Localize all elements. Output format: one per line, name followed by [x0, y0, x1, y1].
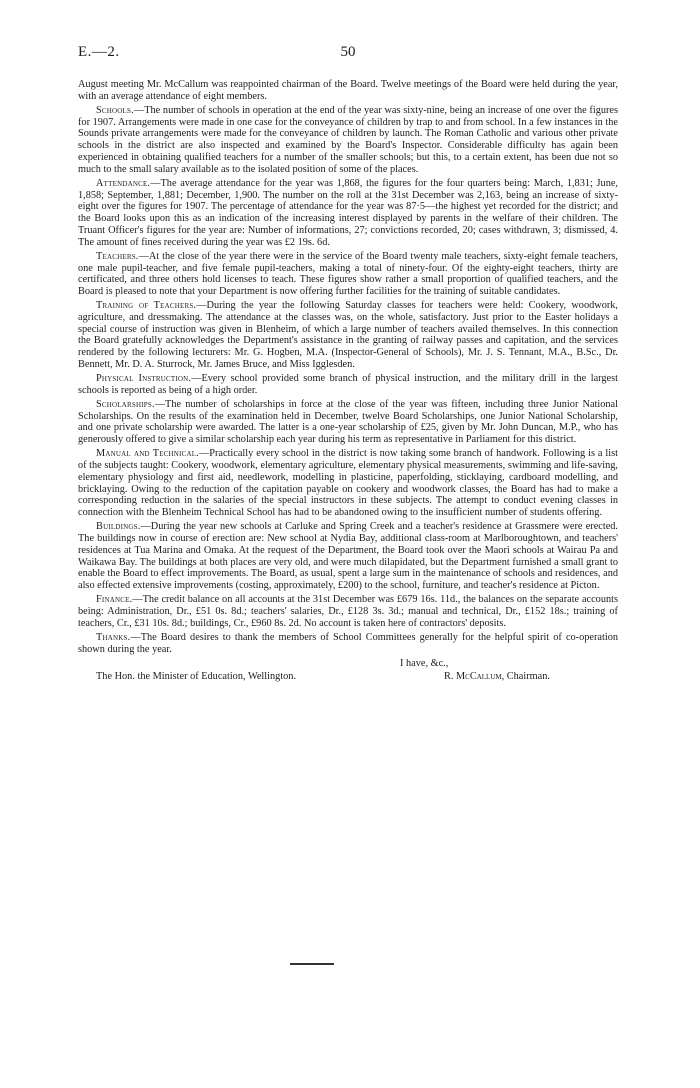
paragraph-heading: Schools. — [96, 104, 134, 116]
paragraph-text: —Every school provided some branch of physical instruction, and the military drill in the largest schools is reported as being of a high order. — [78, 373, 618, 396]
paragraph-text: —Practically every school in the district is now taking some branch of handwork. Following is a list of the subjects taught: Cookery, woodwork, elementary agriculture, elementary physical measurements, swimming and life-saving, elementary physiology and first aid, needlework, modelling in plasticine, paperfolding, sticklaying, cardboard modelling, and bricklaying. Owing to the reduction of the capitation payable on cookery and woodwork classes, the Board has had to make a corresponding reduction in the salaries of the special instructors in these subjects. The attempt to conduct evening classes in connection with the Blenheim Technical School has had to be abandoned owing to the insufficient number of students offering. — [78, 448, 619, 519]
document-reference: E.—2. — [78, 44, 120, 60]
paragraph-text: —During the year new schools at Carluke and Spring Creek and a teacher's residence at Grassmere were erected. The buildings now in course of erection are: New school at Nydia Bay, additional class-room at Marlboroughtown, and teachers' residences at Tua Marina and Omaka. At the request of the Department, the Board took over the Maori schools at Wairau Pa and Waikawa Bay. The buildings at both places are very old, and were much dilapidated, but the Department furnished a small grant to enable the Board to effect improvements. The Board, as usual, spent a large sum in the maintenance of schools and residences, and also effected extensive improvements (costing, approximately, £200) to the school, furniture, and teacher's residence at Picton. — [78, 521, 618, 592]
signatory-name: McCallum — [456, 670, 502, 682]
paragraph-training-of-teachers — [78, 300, 618, 371]
paragraph-text: —During the year the following Saturday classes for teachers were held: Cookery, woodwork, agriculture, and dressmaking. The attendance at the classes was, on the whole, satisfactory. Just prior to the Easter holidays a special course of instruction was given in Blenheim, of which a large number of teachers availed themselves. In this connection the Board gratefully acknowledges the Department's assistance in the granting of railway passes and capitation, and the services rendered by the following lecturers: Mr. G. Hogben, M.A. (Inspector-General of Schools), Mr. J. S. Tennant, M.A., B.Sc., Dr. Bennett, Mr. D. A. Sturrock, Mr. James Bruce, and Miss Igglesden. — [78, 300, 618, 371]
closing-rule — [290, 963, 334, 965]
paragraph-physical-instruction — [78, 373, 618, 397]
paragraph-heading: Finance. — [96, 594, 133, 606]
paragraph-board-meetings — [78, 79, 618, 103]
paragraph-schools — [78, 105, 618, 176]
paragraph-text: —The number of scholarships in force at the close of the year was fifteen, including three Junior National Scholarships. On the results of the examination held in December, twelve Board Scholarships, one Junior National Scholarship, and one private scholarship were awarded. The latter is a one-year scholarship of £25, given by Mr. John Duncan, M.P., who has generously offered to give a similar scholarship each year during his term as representative in Parliament for this district. — [78, 398, 618, 446]
paragraph-text: —The Board desires to thank the members of School Committees generally for the helpful spirit of co-operation shown during the year. — [78, 631, 618, 655]
paragraph-text: —At the close of the year there were in the service of the Board twenty male teachers, sixty-eight female teachers, one male pupil-teacher, and five female pupil-teachers, making a total of ninety-four. Of the eighty-eight teachers, thirty are certificated, and three others hold licenses to teach. These figures show rather a small proportion of qualified teachers, and the Board is pleased to note that your Department is now offering further facilities for the training of suitable candidates. — [78, 250, 618, 298]
paragraph-manual-and-technical — [78, 448, 618, 519]
signatory-initial: R. — [444, 670, 457, 682]
paragraph-heading: Training of Teachers. — [96, 300, 197, 312]
addressee: The Hon. the Minister of Education, Wellington. — [96, 670, 297, 682]
paragraph-heading: Physical Instruction. — [96, 373, 192, 385]
paragraph-text: —The number of schools in operation at the end of the year was sixty-nine, being an increase of one over the figures for 1907. Arrangements were made in one case for the conveyance of children by trap to and from school. In a few instances in the Sounds private arrangements were made for the conveyance of children by launch. The Roman Catholic and various other private schools in the district are also inspected and examined by the Board's Inspector. Considerable difficulty has again been experienced in obtaining qualified teachers for a number of the smaller schools; but this, to a certain extent, has been due not so much to the small salary available as to the isolated position of some of the places. — [78, 104, 618, 175]
report-body — [78, 79, 618, 688]
paragraph-heading: Scholarships. — [96, 398, 155, 410]
paragraph-heading: Attendance. — [96, 177, 151, 189]
paragraph-text: —The credit balance on all accounts at the 31st December was £679 16s. 11d., the balances on the separate accounts being: Administration, Dr., £51 0s. 8d.; teachers' salaries, Dr., £128 3s. 3d.; manual and technical, Dr., £152 18s.; training of teachers, Cr., £31 10s. 8d.; buildings, Cr., £960 8s. 2d. No account is taken here of contractors' deposits. — [78, 594, 618, 629]
letter-signoff — [78, 658, 618, 688]
paragraph-scholarships — [78, 399, 618, 446]
paragraph-buildings — [78, 521, 618, 592]
page-header — [78, 44, 618, 64]
paragraph-finance — [78, 594, 618, 629]
paragraph-heading: Teachers. — [96, 250, 139, 262]
signature-line — [444, 671, 550, 683]
paragraph-teachers — [78, 251, 618, 298]
closing-salutation: I have, &c., — [400, 657, 449, 669]
paragraph-thanks — [78, 632, 618, 656]
paragraph-text: —The average attendance for the year was 1,868, the figures for the four quarters being: March, 1,831; June, 1,858; September, 1,881; December, 1,900. The number on the roll at the 31st December was 2,163, being an increase of sixty-eight over the figures for 1907. The percentage of attendance for the year was 87·5—the highest yet recorded for the district; and the Board looks upon this as an indication of the increasing interest displayed by parents in the welfare of their children. The Truant Officer's figures for the year are: Number of informations, 27; convictions recorded, 20; cases withdrawn, 3; dismissed, 4. The amount of fines received during the year was £2 19s. 6d. — [78, 177, 618, 248]
paragraph-heading: Buildings. — [96, 521, 141, 533]
signatory-title: , Chairman. — [501, 670, 550, 682]
paragraph-heading: Thanks. — [96, 631, 131, 643]
paragraph-heading: Manual and Technical. — [96, 448, 199, 460]
paragraph-attendance — [78, 178, 618, 249]
paragraph-text: August meeting Mr. McCallum was reappointed chairman of the Board. Twelve meetings of the Board were held during the year, with an average attendance of eight members. — [78, 79, 618, 102]
page-number: 50 — [340, 44, 356, 60]
